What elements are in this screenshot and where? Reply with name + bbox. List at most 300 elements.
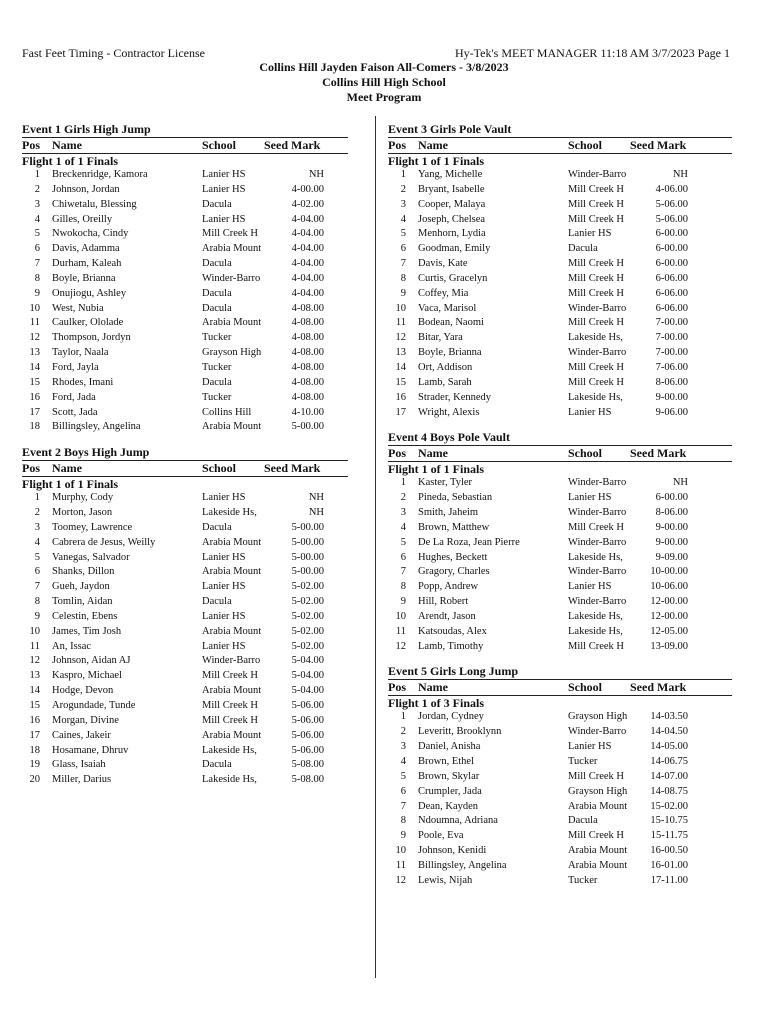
entry-row (388, 242, 732, 257)
entry-pos: 2 (400, 492, 406, 504)
entry-pos: 9 (400, 287, 406, 299)
entry-seed-mark: 4-04.00 (291, 228, 324, 240)
entry-seed-mark: 6-00.00 (655, 258, 688, 270)
entry-row (388, 227, 732, 242)
entry-name: Hughes, Beckett (418, 551, 488, 563)
entry-pos: 17 (29, 406, 40, 418)
entry-school: Dacula (202, 376, 232, 388)
entry-school: Lanier HS (202, 610, 246, 622)
entry-school: Lakeside Hs, (568, 610, 623, 622)
event-block (388, 664, 732, 888)
header-meet-manager: Hy-Tek's MEET MANAGER 11:18 AM 3/7/2023 Page 1 (455, 46, 730, 60)
entry-pos: 2 (400, 183, 406, 195)
entry-school: Tucker (202, 332, 232, 344)
entry-pos: 5 (400, 228, 406, 240)
header-name: Name (418, 138, 448, 152)
event-block (22, 122, 348, 435)
entry-seed-mark: 14-04.50 (650, 726, 688, 738)
entry-row (388, 800, 732, 815)
entry-seed-mark: 9-00.00 (655, 536, 688, 548)
entry-pos: 3 (400, 741, 406, 753)
entry-seed-mark: 5-02.00 (291, 610, 324, 622)
entry-seed-mark: 6-06.00 (655, 287, 688, 299)
event-block (388, 122, 732, 420)
left-column (22, 122, 348, 798)
entry-school: Lanier HS (568, 581, 612, 593)
entry-row (388, 491, 732, 506)
column-divider (375, 116, 376, 978)
entry-pos: 10 (29, 302, 40, 314)
entry-school: Dacula (202, 759, 232, 771)
entry-school: Winder-Barro (202, 272, 261, 284)
entry-row (22, 744, 348, 759)
entry-name: Goodman, Emily (418, 243, 491, 255)
entry-pos: 12 (29, 332, 40, 344)
entry-row (22, 420, 348, 435)
entry-row (388, 168, 732, 183)
entry-row (22, 376, 348, 391)
entry-name: Lamb, Timothy (418, 640, 484, 652)
entry-seed-mark: 4-10.00 (291, 406, 324, 418)
entry-row (22, 331, 348, 346)
entry-name: Davis, Kate (418, 258, 468, 270)
entry-name: Pineda, Sebastian (418, 492, 493, 504)
entry-name: Kaster, Tyler (418, 477, 473, 489)
entry-seed-mark: 7-06.00 (655, 361, 688, 373)
entry-school: Winder-Barro (568, 302, 627, 314)
entry-pos: 8 (400, 272, 406, 284)
entry-seed-mark: 14-06.75 (650, 756, 688, 767)
entry-pos: 5 (400, 536, 406, 548)
entry-row (388, 814, 732, 829)
entry-row (388, 785, 732, 800)
entry-row (388, 725, 732, 740)
entry-school: Dacula (568, 815, 598, 827)
entry-school: Grayson High (568, 785, 628, 797)
entry-seed-mark: 15-10.75 (650, 815, 688, 827)
entry-row (388, 580, 732, 595)
entry-school: Lakeside Hs, (568, 625, 623, 637)
entry-pos: 17 (395, 406, 406, 418)
entry-name: Davis, Adamma (52, 243, 120, 255)
entry-school: Collins Hill (202, 406, 252, 418)
entry-pos: 12 (395, 332, 406, 344)
entry-name: Wright, Alexis (418, 406, 480, 418)
entry-seed-mark: 5-04.00 (291, 670, 324, 682)
entry-school: Lanier HS (202, 581, 246, 593)
event-title: Event 2 Boys High Jump (22, 445, 150, 460)
entry-pos: 18 (29, 744, 40, 756)
entry-school: Dacula (202, 198, 232, 210)
entry-seed-mark: NH (672, 169, 688, 180)
entry-row (388, 476, 732, 491)
header-name: Name (52, 138, 82, 152)
entry-name: Poole, Eva (418, 830, 464, 842)
header-pos: Pos (22, 461, 40, 476)
header-seed-mark: Seed Mark (630, 138, 687, 152)
entry-pos: 1 (400, 477, 406, 489)
entry-school: Mill Creek H (568, 830, 624, 842)
entry-pos: 19 (29, 759, 40, 771)
entry-school: Lakeside Hs, (568, 391, 623, 403)
entry-pos: 13 (29, 670, 40, 682)
header-name: Name (52, 461, 82, 476)
entry-seed-mark: 4-04.00 (291, 213, 324, 225)
entry-name: Popp, Andrew (418, 581, 479, 593)
entry-school: Mill Creek H (568, 521, 624, 533)
entry-name: Menhorn, Lydia (418, 228, 486, 240)
entry-school: Tucker (202, 361, 232, 373)
entry-row (22, 773, 348, 788)
header-pos: Pos (388, 446, 406, 461)
entry-seed-mark: 5-00.00 (291, 521, 324, 533)
entry-school: Lanier HS (202, 640, 246, 652)
header-pos: Pos (388, 138, 406, 152)
entry-name: Tomlin, Aidan (52, 596, 113, 608)
entry-seed-mark: 5-00.00 (291, 421, 324, 433)
entry-school: Lanier HS (202, 492, 246, 504)
entry-pos: 1 (34, 169, 40, 180)
entry-seed-mark: 6-06.00 (655, 302, 688, 314)
entry-name: Celestin, Ebens (52, 610, 118, 622)
entry-school: Arabia Mount (202, 685, 262, 697)
entry-pos: 15 (29, 376, 40, 388)
entry-pos: 12 (29, 655, 40, 667)
column-header (388, 137, 732, 154)
entry-name: Gueh, Jaydon (52, 581, 110, 593)
entry-name: West, Nubia (52, 302, 104, 314)
entry-pos: 7 (400, 566, 406, 578)
entry-name: Hodge, Devon (52, 685, 114, 697)
entry-seed-mark: 4-08.00 (291, 391, 324, 403)
entry-row (388, 844, 732, 859)
entry-school: Mill Creek H (568, 287, 624, 299)
entry-seed-mark: 5-00.00 (291, 536, 324, 548)
entry-school: Arabia Mount (202, 625, 262, 637)
entry-pos: 14 (29, 685, 40, 697)
entry-row (388, 376, 732, 391)
entry-seed-mark: 4-04.00 (291, 243, 324, 255)
entry-school: Mill Creek H (202, 228, 258, 240)
entry-name: Bodean, Naomi (418, 317, 484, 329)
entry-row (22, 316, 348, 331)
entry-row (22, 699, 348, 714)
entry-seed-mark: 10-00.00 (650, 566, 688, 578)
entry-seed-mark: 4-08.00 (291, 347, 324, 359)
event-title: Event 3 Girls Pole Vault (388, 122, 512, 136)
entry-school: Mill Creek H (568, 361, 624, 373)
entry-name: Bitar, Yara (418, 332, 463, 344)
entry-name: Ort, Addison (418, 361, 473, 373)
program-title: Meet Program (346, 90, 422, 104)
entry-school: Lakeside Hs, (202, 507, 257, 519)
entry-row (22, 684, 348, 699)
entry-school: Winder-Barro (568, 726, 627, 738)
entry-pos: 18 (29, 421, 40, 433)
entry-name: Rhodes, Imani (52, 376, 114, 388)
entry-name: Durham, Kaleah (52, 258, 122, 270)
entry-pos: 4 (400, 521, 406, 533)
entry-seed-mark: NH (308, 169, 324, 180)
entry-school: Lanier HS (568, 741, 612, 753)
flight-label: Flight 1 of 1 Finals (388, 462, 485, 477)
header-school: School (568, 680, 603, 695)
entry-seed-mark: 5-02.00 (291, 625, 324, 637)
header-seed-mark: Seed Mark (264, 138, 321, 152)
entry-name: Ndoumna, Adriana (418, 815, 498, 827)
entry-pos: 12 (395, 640, 406, 652)
entry-row (22, 406, 348, 421)
entry-school: Arabia Mount (202, 243, 262, 255)
entry-row (388, 316, 732, 331)
entry-name: Jordan, Cydney (418, 711, 484, 723)
entry-pos: 11 (29, 317, 40, 329)
entry-name: Strader, Kennedy (418, 391, 492, 403)
entry-seed-mark: 5-08.00 (291, 759, 324, 771)
entry-seed-mark: 5-06.00 (655, 213, 688, 225)
entry-row (22, 198, 348, 213)
entry-name: Katsoudas, Alex (418, 625, 487, 637)
entry-row (388, 361, 732, 376)
header-seed-mark: Seed Mark (630, 446, 687, 461)
entry-seed-mark: 7-00.00 (655, 347, 688, 359)
flight-label: Flight 1 of 1 Finals (22, 477, 119, 492)
entry-name: James, Tim Josh (52, 625, 122, 637)
entry-school: Lanier HS (202, 169, 246, 180)
entry-pos: 10 (395, 845, 406, 857)
flight-label: Flight 1 of 3 Finals (388, 696, 485, 711)
entry-school: Dacula (568, 243, 598, 255)
entry-name: De La Roza, Jean Pierre (418, 536, 520, 548)
entry-row (388, 551, 732, 566)
entry-row (388, 740, 732, 755)
column-header (22, 460, 348, 477)
event-block (388, 430, 732, 654)
entry-pos: 14 (395, 361, 406, 373)
entry-name: Glass, Isaiah (52, 759, 106, 771)
entry-school: Lakeside Hs, (568, 332, 623, 344)
entry-row (388, 506, 732, 521)
entry-school: Winder-Barro (568, 347, 627, 359)
entry-row (22, 758, 348, 773)
entry-row (22, 287, 348, 302)
entry-row (22, 506, 348, 521)
entry-seed-mark: 6-00.00 (655, 243, 688, 255)
entry-school: Grayson High (202, 347, 262, 359)
entry-row (22, 729, 348, 744)
entry-pos: 8 (34, 272, 40, 284)
entry-row (22, 213, 348, 228)
entry-row (388, 198, 732, 213)
entry-row (22, 625, 348, 640)
entry-school: Lanier HS (568, 492, 612, 504)
entry-name: Billingsley, Angelina (418, 859, 507, 871)
entry-school: Lakeside Hs, (202, 744, 257, 756)
entry-school: Mill Creek H (568, 183, 624, 195)
entry-school: Lanier HS (568, 406, 612, 418)
entry-seed-mark: 15-02.00 (650, 800, 688, 812)
entry-name: Joseph, Chelsea (418, 213, 486, 225)
entry-school: Winder-Barro (568, 477, 627, 489)
entry-name: Cabrera de Jesus, Weilly (52, 536, 156, 548)
entry-seed-mark: 16-01.00 (650, 859, 688, 871)
entry-pos: 16 (395, 391, 406, 403)
entry-name: Smith, Jaheim (418, 507, 479, 519)
entry-school: Arabia Mount (202, 536, 262, 548)
entry-row (388, 406, 732, 421)
entry-name: Crumpler, Jada (418, 785, 482, 797)
entry-name: Curtis, Gracelyn (418, 272, 488, 284)
entry-pos: 9 (34, 287, 40, 299)
entry-row (22, 361, 348, 376)
entry-row (22, 669, 348, 684)
entry-row (22, 580, 348, 595)
entry-pos: 7 (34, 258, 40, 270)
entry-name: Lewis, Nijah (418, 874, 473, 886)
entry-seed-mark: 5-04.00 (291, 685, 324, 697)
entry-seed-mark: 4-00.00 (291, 183, 324, 195)
event-title: Event 5 Girls Long Jump (388, 664, 519, 679)
entry-name: Johnson, Jordan (52, 183, 120, 195)
entry-pos: 10 (29, 625, 40, 637)
entry-seed-mark: 4-08.00 (291, 376, 324, 388)
entry-row (388, 565, 732, 580)
entry-school: Mill Creek H (568, 272, 624, 284)
entry-seed-mark: 17-11.00 (650, 874, 688, 886)
entry-school: Lakeside Hs, (202, 774, 257, 786)
entry-seed-mark: 4-06.00 (655, 183, 688, 195)
entry-seed-mark: 4-02.00 (291, 198, 324, 210)
entry-row (388, 755, 732, 770)
entry-school: Winder-Barro (568, 596, 627, 608)
entry-school: Mill Creek H (202, 700, 258, 711)
entry-seed-mark: 5-06.00 (291, 729, 324, 741)
entry-row (22, 654, 348, 669)
entry-name: Murphy, Cody (52, 492, 114, 504)
entry-seed-mark: 5-02.00 (291, 581, 324, 593)
entry-pos: 6 (400, 551, 406, 563)
entry-seed-mark: 14-08.75 (650, 785, 688, 797)
entry-school: Lakeside Hs, (568, 551, 623, 563)
entry-seed-mark: 8-06.00 (655, 376, 688, 388)
entry-pos: 3 (34, 198, 40, 210)
entry-school: Dacula (202, 596, 232, 608)
entry-row (22, 391, 348, 406)
entry-row (388, 770, 732, 785)
entry-seed-mark: 9-00.00 (655, 391, 688, 403)
entry-school: Grayson High (568, 711, 628, 723)
entry-seed-mark: 14-05.00 (650, 741, 688, 753)
entry-name: Johnson, Aidan AJ (52, 655, 131, 667)
entry-name: Dean, Kayden (418, 800, 479, 812)
entry-school: Lanier HS (202, 183, 246, 195)
entry-seed-mark: 8-06.00 (655, 507, 688, 519)
entry-name: Boyle, Brianna (418, 347, 482, 359)
entry-pos: 15 (395, 376, 406, 388)
entry-pos: 3 (34, 521, 40, 533)
entry-school: Mill Creek H (568, 258, 624, 270)
entry-name: Brown, Ethel (418, 756, 474, 767)
entry-pos: 8 (400, 815, 406, 827)
header-seed-mark: Seed Mark (264, 461, 321, 476)
entry-school: Dacula (202, 302, 232, 314)
entry-seed-mark: 15-11.75 (650, 830, 688, 842)
entry-row (388, 859, 732, 874)
entry-pos: 9 (34, 610, 40, 622)
entry-seed-mark: 10-06.00 (650, 581, 688, 593)
entry-pos: 10 (395, 610, 406, 622)
entry-name: Brown, Skylar (418, 770, 480, 782)
entry-name: Thompson, Jordyn (52, 332, 131, 344)
entry-row (22, 242, 348, 257)
entry-name: Ford, Jayla (52, 361, 99, 373)
entry-name: Arogundade, Tunde (52, 700, 136, 711)
entry-pos: 2 (34, 507, 40, 519)
entry-school: Dacula (202, 258, 232, 270)
entry-name: Coffey, Mia (418, 287, 469, 299)
entry-school: Tucker (202, 391, 232, 403)
entry-school: Mill Creek H (202, 714, 258, 726)
entry-row (388, 595, 732, 610)
entry-name: Miller, Darius (52, 774, 112, 786)
entry-pos: 6 (34, 566, 40, 578)
entry-seed-mark: 5-04.00 (291, 655, 324, 667)
entry-name: Taylor, Naala (52, 347, 109, 359)
entry-seed-mark: 4-04.00 (291, 287, 324, 299)
entry-pos: 13 (395, 347, 406, 359)
entry-row (388, 302, 732, 317)
entry-pos: 3 (400, 507, 406, 519)
entry-pos: 1 (400, 169, 406, 180)
header-school: School (568, 138, 603, 152)
entry-pos: 12 (395, 874, 406, 886)
title-block (0, 60, 768, 105)
entry-row (388, 183, 732, 198)
entry-seed-mark: 12-00.00 (650, 610, 688, 622)
event-title: Event 1 Girls High Jump (22, 122, 151, 136)
entry-seed-mark: 5-02.00 (291, 640, 324, 652)
entry-seed-mark: 13-09.00 (650, 640, 688, 652)
entry-pos: 5 (34, 228, 40, 240)
entry-name: Caulker, Ololade (52, 317, 124, 329)
column-header (22, 137, 348, 154)
entry-row (388, 710, 732, 725)
entry-row (22, 346, 348, 361)
entry-name: Kaspro, Michael (52, 670, 122, 682)
entry-pos: 1 (34, 492, 40, 504)
entry-name: Gragory, Charles (418, 566, 490, 578)
entry-pos: 7 (400, 258, 406, 270)
event-title: Event 4 Boys Pole Vault (388, 430, 511, 445)
entry-pos: 4 (400, 756, 406, 767)
header-name: Name (418, 446, 448, 461)
column-header (388, 679, 732, 696)
entry-row (388, 829, 732, 844)
header-school: School (202, 461, 237, 476)
entry-seed-mark: 4-04.00 (291, 258, 324, 270)
entry-seed-mark: 7-00.00 (655, 332, 688, 344)
header-seed-mark: Seed Mark (630, 680, 687, 695)
entry-pos: 17 (29, 729, 40, 741)
entry-row (22, 565, 348, 580)
header-license: Fast Feet Timing - Contractor License (22, 46, 205, 60)
entry-pos: 8 (400, 581, 406, 593)
entry-seed-mark: 12-05.00 (650, 625, 688, 637)
entry-pos: 7 (34, 581, 40, 593)
entry-row (22, 491, 348, 506)
entry-name: Vanegas, Salvador (52, 551, 130, 563)
entry-row (388, 640, 732, 655)
